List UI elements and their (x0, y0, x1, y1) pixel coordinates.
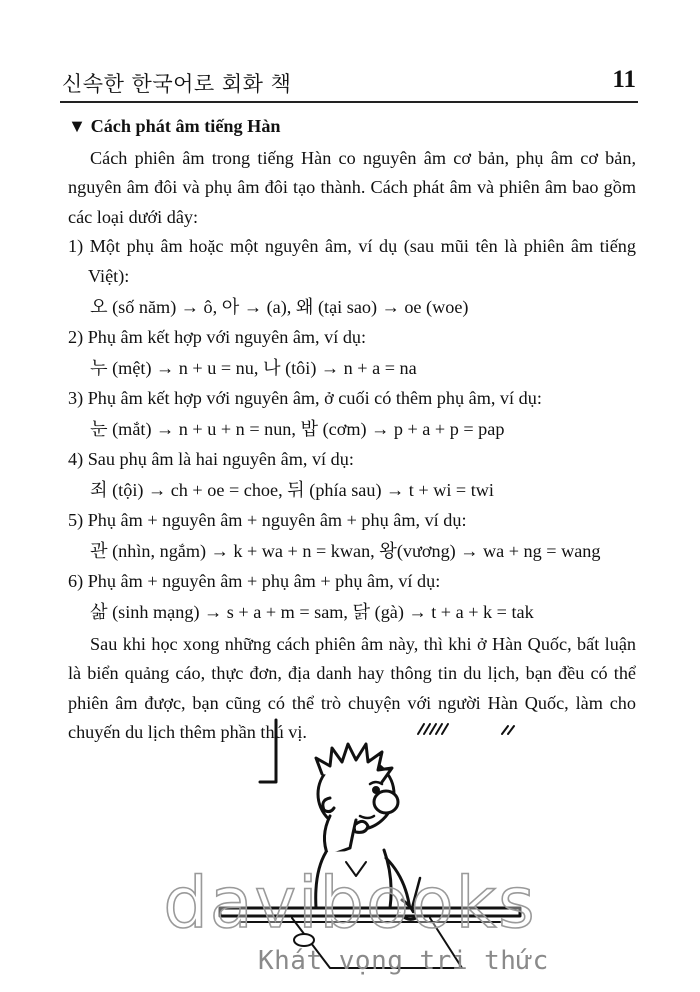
list-item (68, 232, 636, 323)
watermark-slogan: Khát vọng tri thức (258, 946, 549, 976)
list-item (68, 567, 636, 628)
list-item-text: 3) Phụ âm kết hợp với nguyên âm, ở cuối có thêm phụ âm, ví dụ: (68, 387, 542, 408)
section-heading-text: Cách phát âm tiếng Hàn (90, 116, 281, 136)
list-item-text: 2) Phụ âm kết hợp với nguyên âm, ví dụ: (68, 326, 367, 347)
list-item-text: 5) Phụ âm + nguyên âm + nguyên âm + phụ âm, ví dụ: (68, 509, 467, 530)
section-heading (68, 112, 636, 142)
list-item-example: 오 (số năm) → ô, 아 → (a), 왜 (tại sao) → oe (woe) (90, 297, 469, 317)
list-item (68, 323, 636, 384)
intro-paragraph: Cách phiên âm trong tiếng Hàn co nguyên âm cơ bản, phụ âm cơ bản, nguyên âm đôi và phụ âm đôi tạo thành. Cách phát âm và phiên âm bao gồm các loại dưới dây: (68, 147, 636, 227)
list-item (68, 506, 636, 567)
list-item-text: 6) Phụ âm + nguyên âm + phụ âm + phụ âm, ví dụ: (68, 570, 441, 591)
page-header (62, 66, 636, 96)
triangle-down-icon: ▼ (68, 116, 87, 136)
list-item-text: 1) Một phụ âm hoặc một nguyên âm, ví dụ (sau mũi tên là phiên âm tiếng Việt): (68, 236, 636, 286)
list-item (68, 384, 636, 445)
running-title: 신속한 한국어로 회화 책 (62, 72, 292, 96)
list-item-example: 관 (nhìn, ngắm) → k + wa + n = kwan, 왕(vương) → wa + ng = wang (90, 541, 601, 561)
thinking-student-illustration (180, 712, 540, 982)
list-item (68, 445, 636, 506)
list-item-example: 죄 (tội) → ch + oe = choe, 뒤 (phía sau) → t + wi = twi (90, 480, 494, 500)
page-content (68, 112, 636, 748)
watermark-brand: davibooks (163, 862, 537, 944)
header-rule (60, 101, 638, 103)
closing-paragraph: Sau khi học xong những cách phiên âm này, thì khi ở Hàn Quốc, bất luận là biển quảng cáo, thực đơn, địa danh hay thông tin du lịch, bạn đều có thể phiên âm được, bạn cũng có thể trò chuyện với người Hàn Quốc, làm cho chuyến du lịch thêm phần thú vị. (68, 633, 636, 742)
page-number: 11 (612, 66, 636, 93)
list-item-example: 삶 (sinh mạng) → s + a + m = sam, 닭 (gà) → t + a + k = tak (90, 602, 534, 622)
list-item-example: 누 (mệt) → n + u = nu, 나 (tôi) → n + a = na (90, 358, 417, 378)
list-item-example: 눈 (mắt) → n + u + n = nun, 밥 (cơm) → p + a + p = pap (90, 419, 505, 439)
list-item-text: 4) Sau phụ âm là hai nguyên âm, ví dụ: (68, 448, 354, 469)
